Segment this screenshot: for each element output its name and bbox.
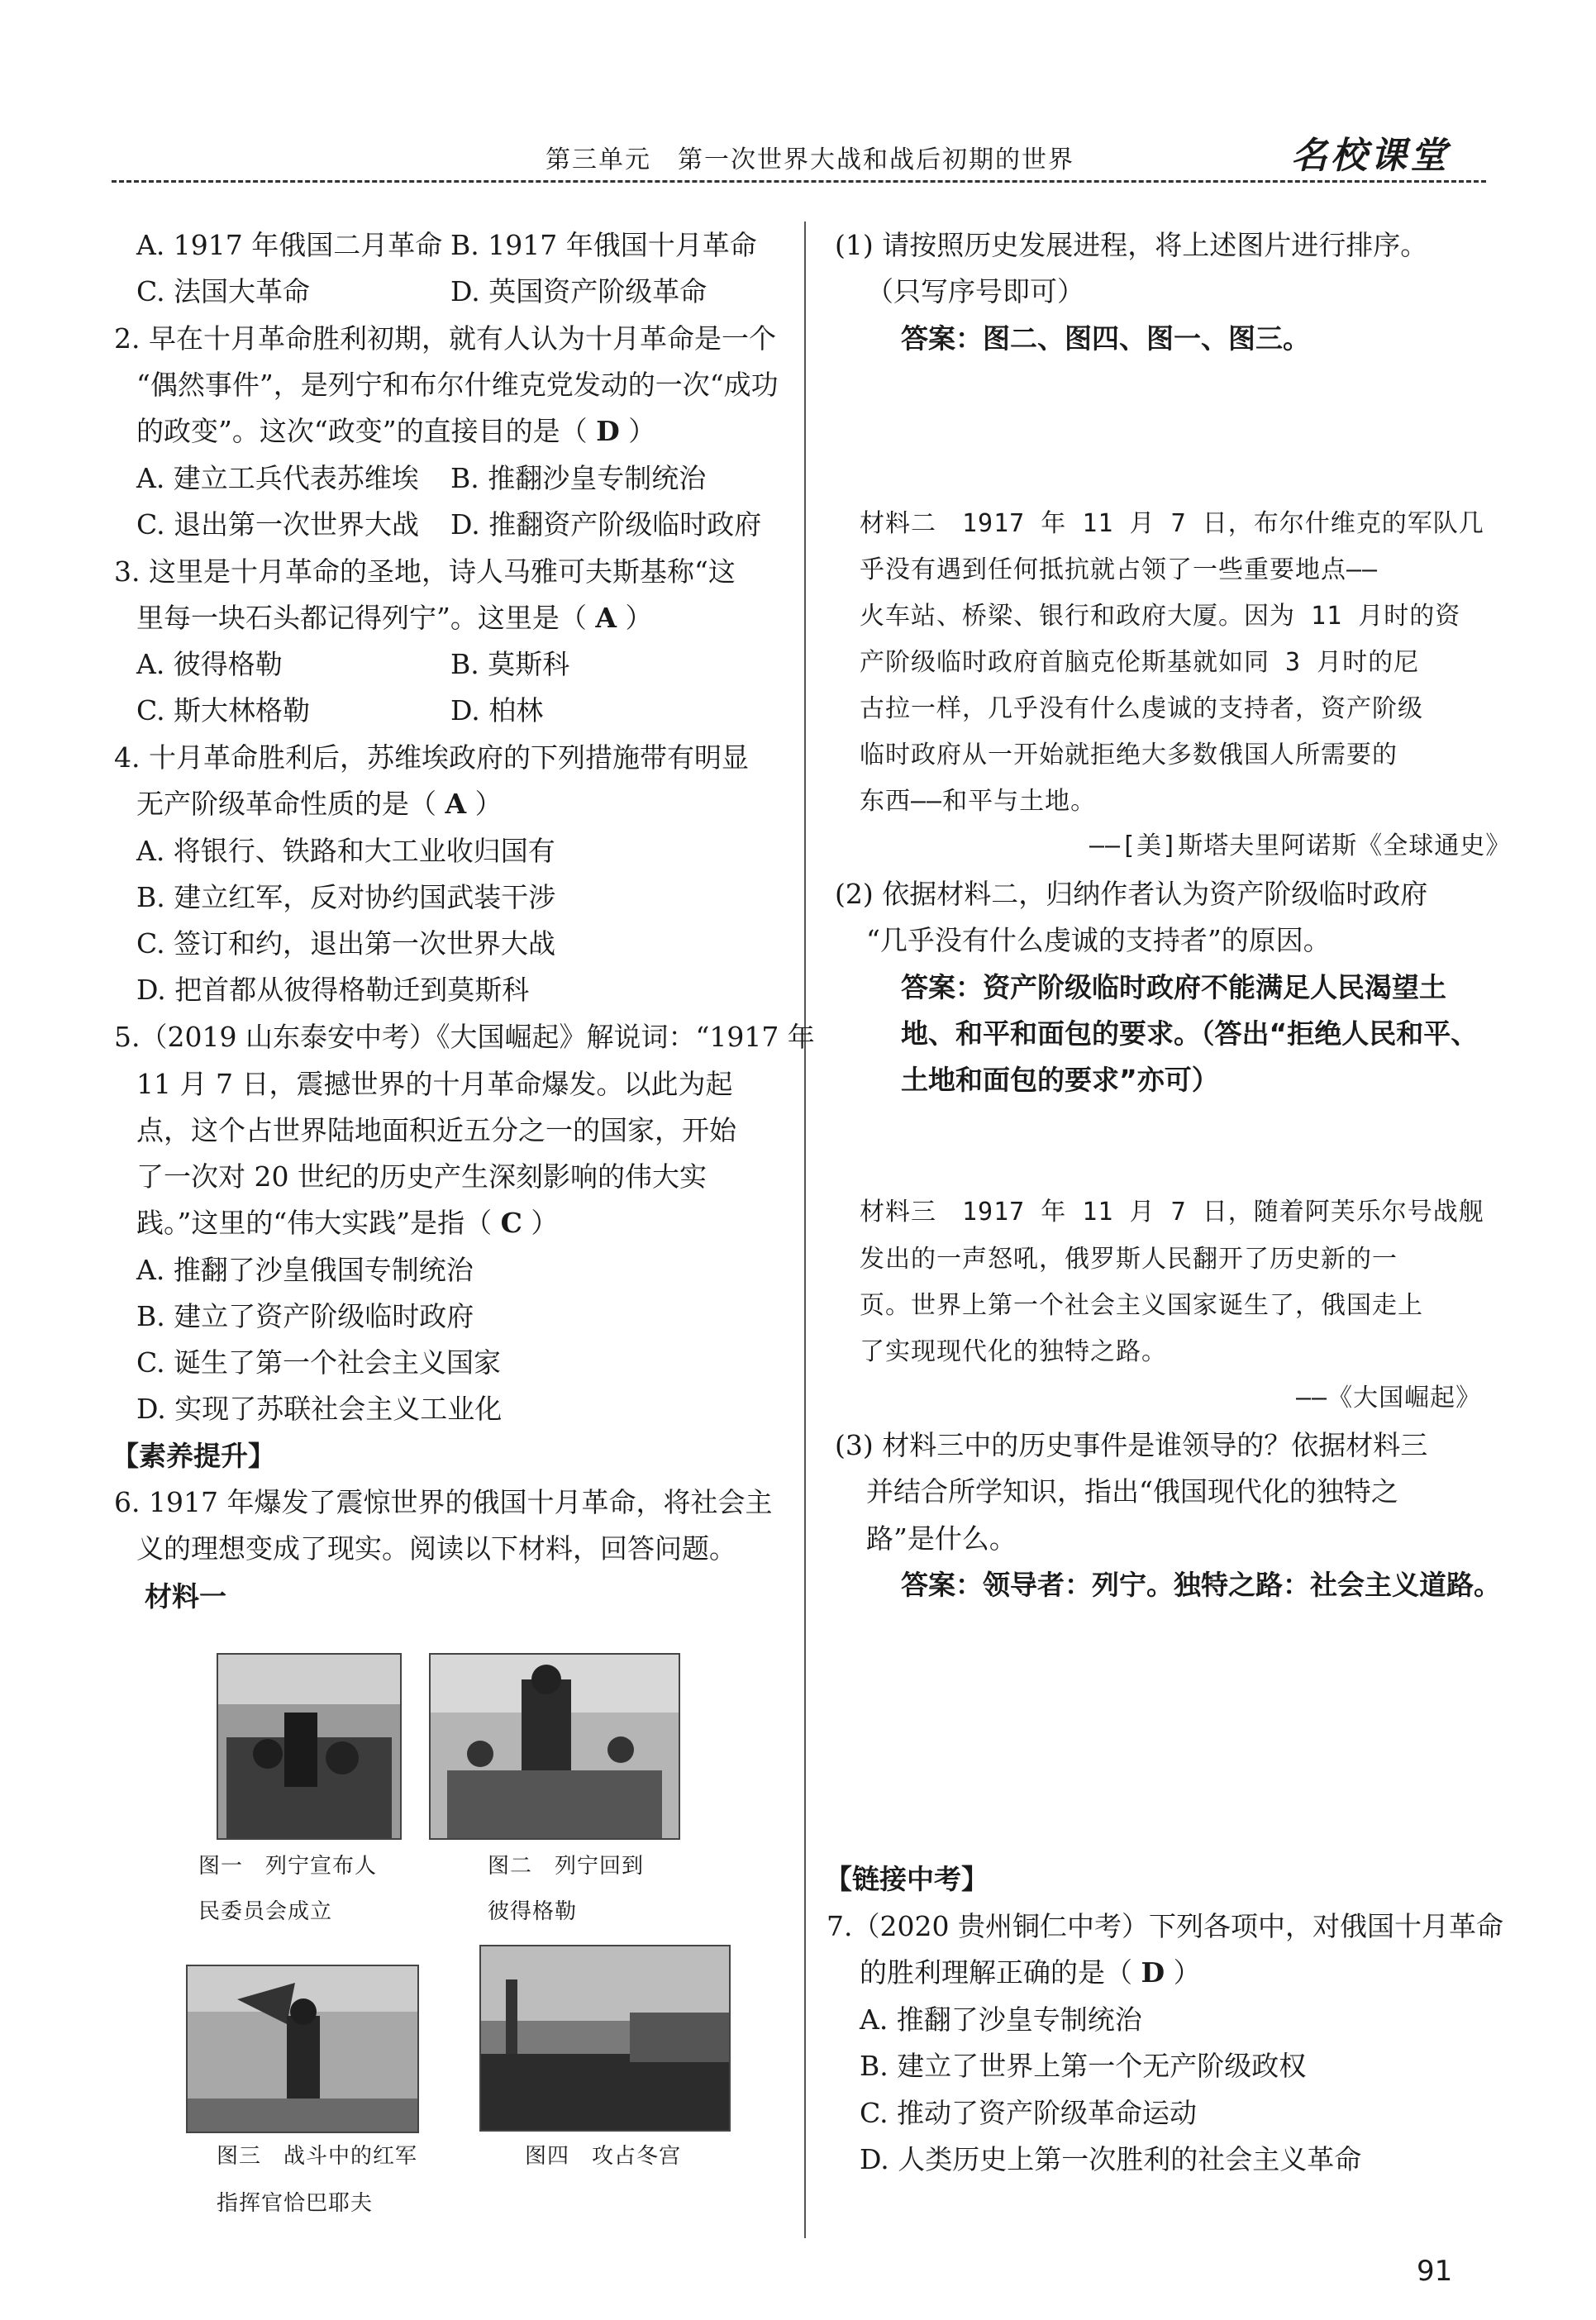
q4-stem-line: 4. 十月革命胜利后，苏维埃政府的下列措施带有明显 (114, 741, 749, 774)
q2-stem-line: 2. 早在十月革命胜利初期，就有人认为十月革命是一个 (114, 322, 776, 355)
photo-figure-1-image (218, 1655, 400, 1838)
q3-option-d: D. 柏林 (450, 694, 544, 726)
page-number: 91 (1417, 2255, 1453, 2288)
q4-option-a: A. 将银行、铁路和大工业收归国有 (136, 835, 555, 867)
material-two-line: 火车站、桥梁、银行和政府大厦。因为 11 月时的资 (860, 602, 1461, 631)
caption-figure-1-line1: 图一 列宁宣布人 (198, 1854, 378, 1879)
photo-figure-3-image (188, 1966, 417, 2132)
q5-option-b: B. 建立了资产阶级临时政府 (136, 1300, 474, 1332)
material-one-label: 材料一 (145, 1580, 226, 1613)
q6-part3-line: 并结合所学知识，指出“俄国现代化的独特之 (866, 1475, 1398, 1508)
q6-stem-line: 6. 1917 年爆发了震惊世界的俄国十月革命，将社会主 (114, 1486, 773, 1518)
q4-option-d: D. 把首都从彼得格勒迁到莫斯科 (136, 974, 530, 1006)
q5-stem-line: 5.（2019 山东泰安中考）《大国崛起》解说词：“1917 年 (114, 1021, 815, 1053)
q4-stem-line: 无产阶级革命性质的是（ A ） (136, 788, 503, 820)
material-two-source: ——[美]斯塔夫里阿诺斯《全球通史》 (1089, 831, 1512, 860)
q2-option-c: C. 退出第一次世界大战 (136, 508, 420, 541)
caption-figure-1-line2: 民委员会成立 (198, 1899, 333, 1924)
q2-stem-line: 的政变”。这次“政变”的直接目的是（ D ） (136, 415, 656, 447)
q1-option-b: B. 1917 年俄国十月革命 (450, 229, 757, 261)
q6-part1-line: （只写序号即可） (866, 275, 1084, 307)
q6-part3-line: (3) 材料三中的历史事件是谁领导的？依据材料三 (835, 1429, 1428, 1461)
q1-option-c: C. 法国大革命 (136, 275, 311, 307)
q4-option-b: B. 建立红军，反对协约国武装干涉 (136, 881, 556, 913)
q6-part2-answer-line: 土地和面包的要求”亦可） (901, 1064, 1219, 1096)
q2-option-d: D. 推翻资产阶级临时政府 (450, 508, 762, 541)
caption-figure-2-line1: 图二 列宁回到 (488, 1854, 645, 1879)
q5-option-d: D. 实现了苏联社会主义工业化 (136, 1393, 503, 1425)
material-three-source: ——《大国崛起》 (1296, 1384, 1482, 1412)
q7-option-d: D. 人类历史上第一次胜利的社会主义革命 (860, 2143, 1362, 2175)
q3-option-c: C. 斯大林格勒 (136, 694, 311, 726)
q2-answer: D (596, 415, 620, 447)
q4-option-c: C. 签订和约，退出第一次世界大战 (136, 927, 556, 960)
q3-stem-line: 3. 这里是十月革命的圣地，诗人马雅可夫斯基称“这 (114, 555, 736, 588)
material-two-line: 材料二 1917 年 11 月 7 日，布尔什维克的军队几 (860, 509, 1484, 538)
q6-part3-line: 路”是什么。 (866, 1522, 1017, 1555)
header-divider (112, 180, 1486, 183)
q6-part3-answer: 答案：领导者：列宁。独特之路：社会主义道路。 (901, 1569, 1501, 1601)
material-two-line: 临时政府从一开始就拒绝大多数俄国人所需要的 (860, 741, 1398, 769)
q7-answer: D (1141, 1956, 1165, 1989)
q6-part2-answer-line: 地、和平和面包的要求。（答出“拒绝人民和平、 (901, 1017, 1479, 1050)
q3-stem-text: 里每一块石头都记得列宁”。这里是 (136, 602, 560, 634)
brand-logo: 名校课堂 (1291, 135, 1450, 177)
photo-figure-4 (479, 1945, 731, 2132)
photo-figure-2 (429, 1653, 680, 1840)
q5-stem-line: 点，这个占世界陆地面积近五分之一的国家，开始 (136, 1114, 736, 1146)
q3-option-a: A. 彼得格勒 (136, 648, 283, 680)
q2-stem-text: 的政变”。这次“政变”的直接目的是 (136, 415, 560, 447)
material-three-line: 页。世界上第一个社会主义国家诞生了，俄国走上 (860, 1291, 1423, 1320)
q5-stem-line: 11 月 7 日，震撼世界的十月革命爆发。以此为起 (136, 1068, 733, 1100)
material-two-line: 古拉一样，几乎没有什么虔诚的支持者，资产阶级 (860, 694, 1423, 723)
q7-option-c: C. 推动了资产阶级革命运动 (860, 2097, 1198, 2129)
q2-option-b: B. 推翻沙皇专制统治 (450, 462, 707, 494)
material-three-line: 了实现现代化的独特之路。 (860, 1337, 1167, 1366)
q7-option-a: A. 推翻了沙皇专制统治 (860, 2003, 1142, 2036)
q6-part1-line: (1) 请按照历史发展进程，将上述图片进行排序。 (835, 229, 1428, 261)
unit-title: 第三单元 第一次世界大战和战后初期的世界 (545, 145, 1074, 174)
photo-figure-3 (186, 1965, 419, 2133)
material-three-line: 发出的一声怒吼，俄罗斯人民翻开了历史新的一 (860, 1245, 1398, 1274)
q6-part2-line: “几乎没有什么虔诚的支持者”的原因。 (866, 924, 1331, 956)
q2-option-a: A. 建立工兵代表苏维埃 (136, 462, 419, 494)
q5-stem-line: 践。”这里的“伟大实践”是指（ C ） (136, 1207, 559, 1239)
caption-figure-4: 图四 攻占冬宫 (525, 2144, 682, 2169)
q7-option-b: B. 建立了世界上第一个无产阶级政权 (860, 2050, 1307, 2082)
q5-option-a: A. 推翻了沙皇俄国专制统治 (136, 1254, 474, 1286)
caption-figure-3-line1: 图三 战斗中的红军 (217, 2144, 418, 2169)
q5-stem-line: 了一次对 20 世纪的历史产生深刻影响的伟大实 (136, 1160, 707, 1193)
q6-stem-line: 义的理想变成了现实。阅读以下材料，回答问题。 (136, 1532, 736, 1565)
caption-figure-2-line2: 彼得格勒 (488, 1899, 578, 1924)
q3-option-b: B. 莫斯科 (450, 648, 570, 680)
q7-stem-line: 7.（2020 贵州铜仁中考）下列各项中，对俄国十月革命 (827, 1910, 1503, 1942)
q6-part2-answer-line: 答案：资产阶级临时政府不能满足人民渴望土 (901, 971, 1446, 1003)
material-three-line: 材料三 1917 年 11 月 7 日，随着阿芙乐尔号战舰 (860, 1198, 1484, 1227)
q4-stem-text: 无产阶级革命性质的是 (136, 788, 409, 820)
q4-answer: A (445, 788, 467, 820)
photo-figure-4-image (481, 1946, 729, 2130)
photo-figure-2-image (431, 1655, 679, 1838)
material-two-line: 东西——和平与土地。 (860, 787, 1097, 816)
caption-figure-3-line2: 指挥官恰巴耶夫 (217, 2191, 374, 2216)
material-two-line: 乎没有遇到任何抵抗就占领了一些重要地点—— (860, 555, 1379, 584)
q6-part2-line: (2) 依据材料二，归纳作者认为资产阶级临时政府 (835, 878, 1428, 910)
column-divider (804, 222, 806, 2238)
q3-stem-line: 里每一块石头都记得列宁”。这里是（ A ） (136, 602, 653, 634)
q1-option-d: D. 英国资产阶级革命 (450, 275, 707, 307)
material-two-line: 产阶级临时政府首脑克伦斯基就如同 3 月时的尼 (860, 648, 1420, 677)
q6-part1-answer: 答案：图二、图四、图一、图三。 (901, 322, 1310, 355)
q3-answer: A (595, 602, 617, 634)
q5-option-c: C. 诞生了第一个社会主义国家 (136, 1346, 502, 1379)
q5-answer: C (500, 1207, 522, 1239)
q5-stem-text: 践。”这里的“伟大实践”是指 (136, 1207, 465, 1239)
q7-stem-line: 的胜利理解正确的是（ D ） (860, 1956, 1201, 1989)
q1-option-a: A. 1917 年俄国二月革命 (136, 229, 443, 261)
photo-figure-1 (217, 1653, 402, 1840)
section-heading-exam-link: 【链接中考】 (825, 1863, 989, 1895)
section-heading-literacy: 【素养提升】 (112, 1440, 275, 1472)
q2-stem-line: “偶然事件”，是列宁和布尔什维克党发动的一次“成功 (136, 369, 779, 401)
q7-stem-text: 的胜利理解正确的是 (860, 1956, 1105, 1989)
